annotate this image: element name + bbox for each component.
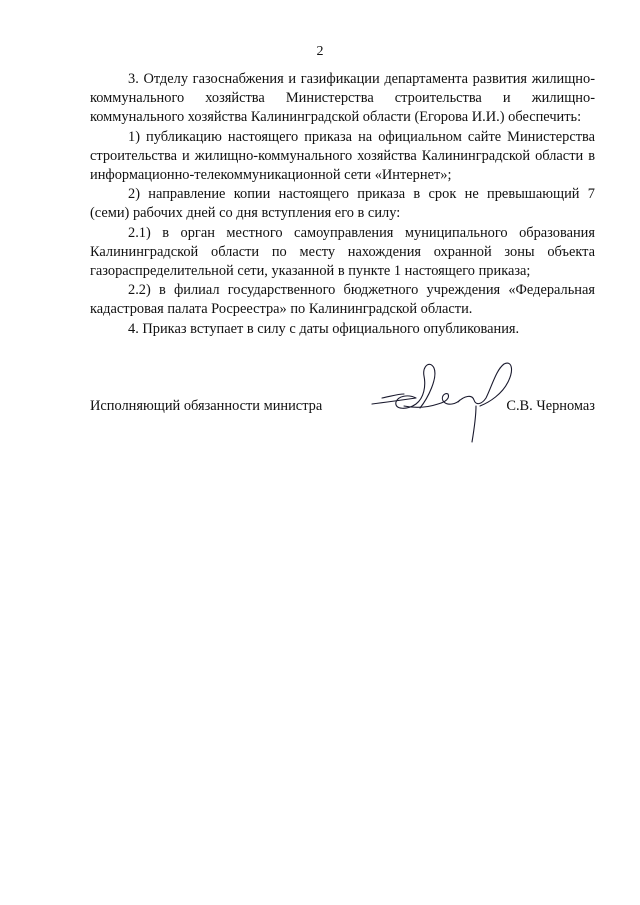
- page-number: 2: [316, 44, 324, 59]
- paragraph-subitem-1: 1) публикацию настоящего приказа на официальном сайте Министерства строительства и жилищно-коммунального хозяйства Калининградской области в информационно-телекоммуникационной сети «Интернет»;: [90, 128, 595, 184]
- signatory-title: Исполняющий обязанности министра: [90, 398, 323, 414]
- paragraph-item-4: 4. Приказ вступает в силу с даты официального опубликования.: [128, 320, 520, 337]
- paragraph-subitem-2-1: 2.1) в орган местного самоуправления муниципального образования Калининградской области по месту нахождения охранной зоны объекта газораспределительной сети, указанной в пункте 1 настоящего приказа;: [90, 224, 595, 280]
- paragraph-subitem-2: 2) направление копии настоящего приказа в срок не превышающий 7 (семи) рабочих дней со дня вступления его в силу:: [90, 186, 595, 222]
- paragraph-subitem-2-2: 2.2) в филиал государственного бюджетного учреждения «Федеральная кадастровая палата Росреестра» по Калининградской области.: [90, 282, 595, 318]
- document-body: [90, 70, 595, 339]
- signatory-name: С.В. Черномаз: [506, 398, 595, 414]
- handwritten-signature: [368, 358, 528, 444]
- paragraph-item-3: 3. Отделу газоснабжения и газификации департамента развития жилищно-коммунального хозяйства Министерства строительства и жилищно-коммунального хозяйства Калининградской области (Егорова И.И.) обеспечить:: [90, 71, 595, 126]
